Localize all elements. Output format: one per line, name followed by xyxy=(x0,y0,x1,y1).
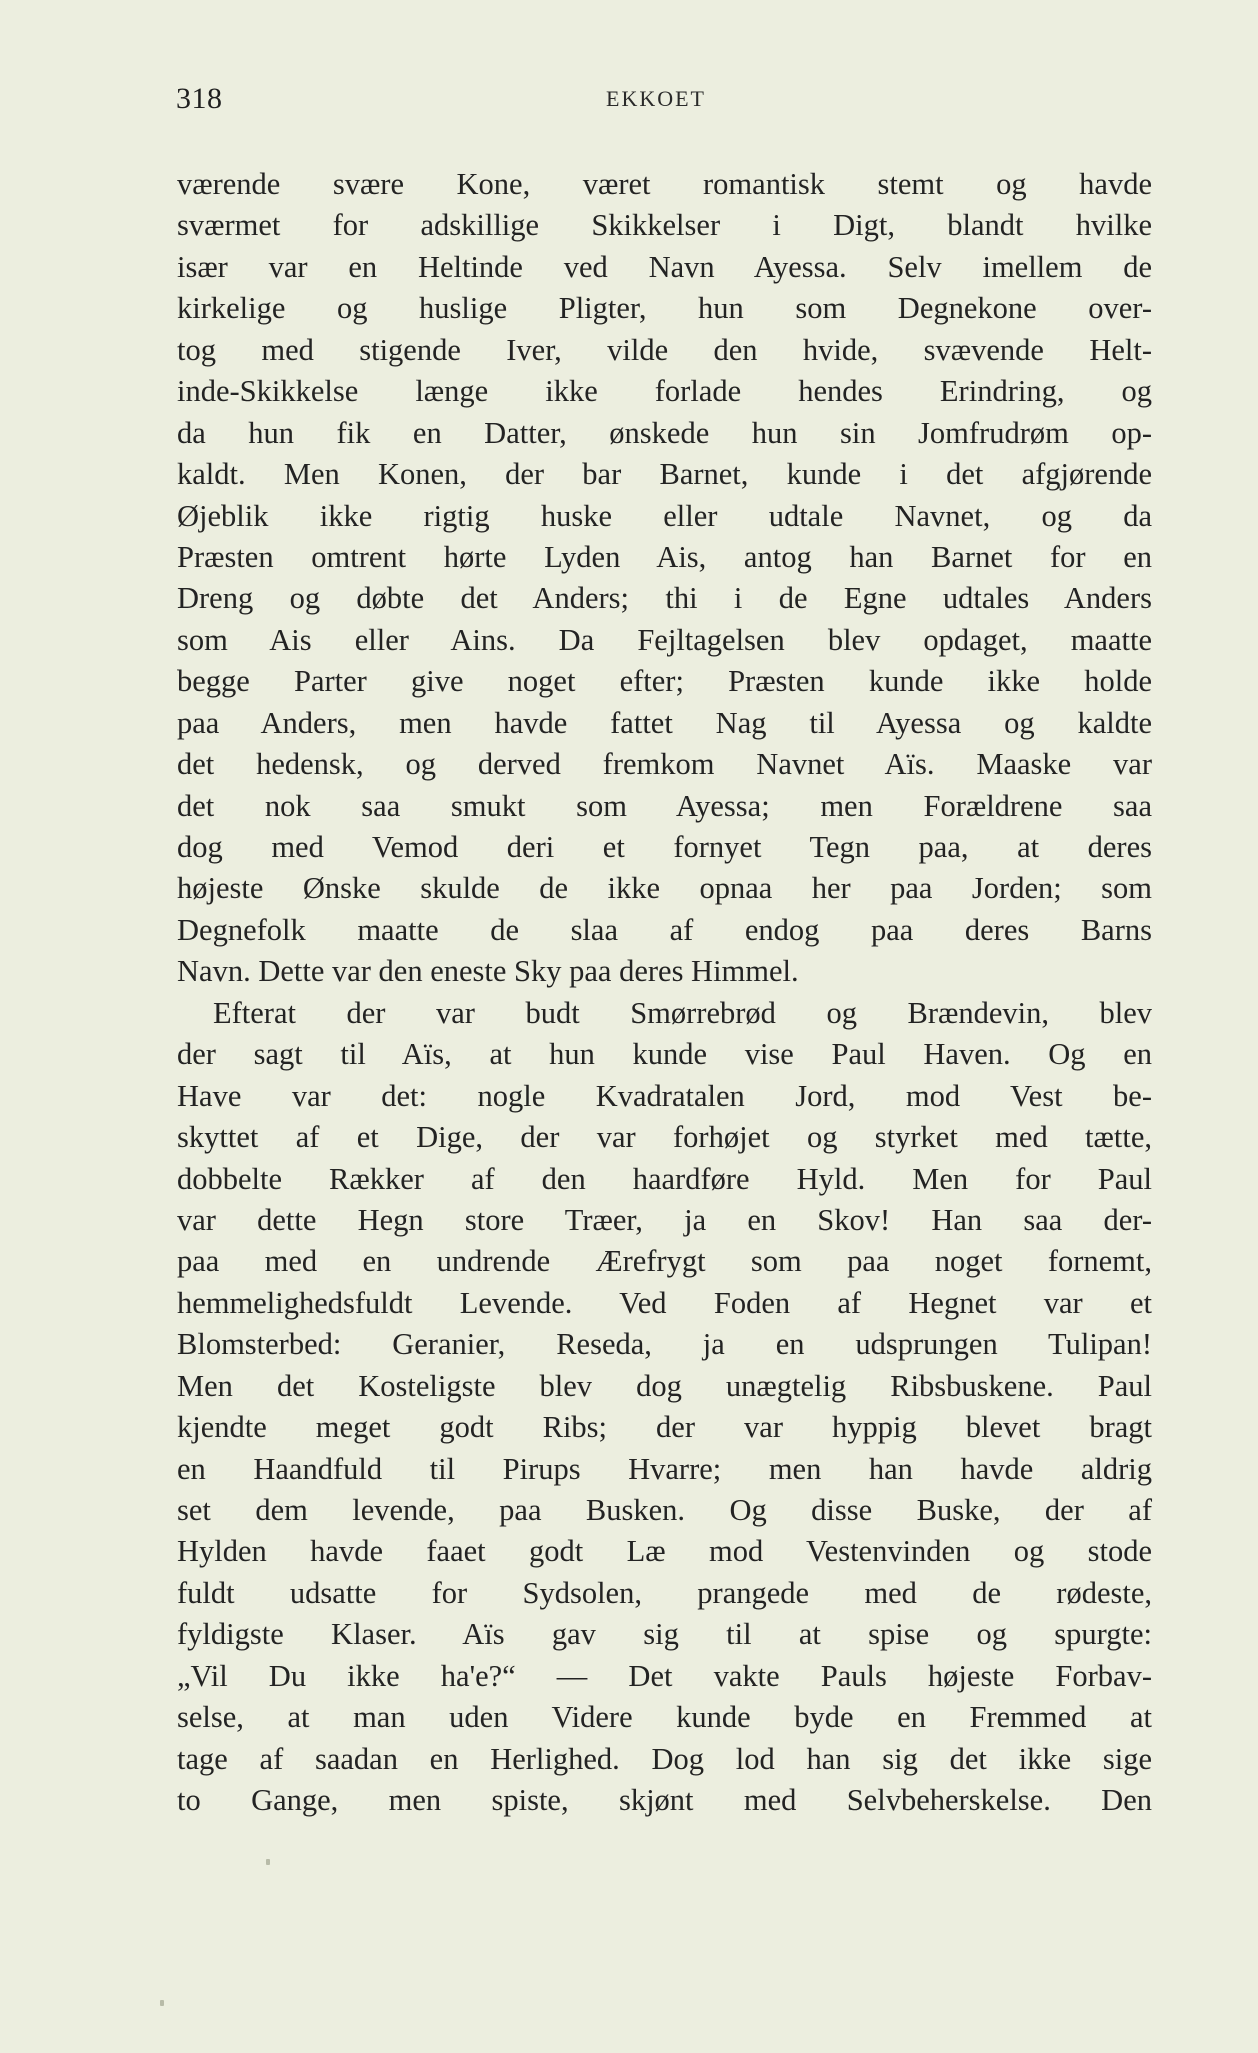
text-line: det hedensk, og derved fremkom Navnet Aïs. Maaske var xyxy=(177,747,1152,782)
paper-speck xyxy=(160,2000,164,2006)
text-line: sværmet for adskillige Skikkelser i Digt, blandt hvilke xyxy=(177,208,1152,243)
text-line: højeste Ønske skulde de ikke opnaa her paa Jorden; som xyxy=(177,871,1152,906)
text-line: kjendte meget godt Ribs; der var hyppig blevet bragt xyxy=(177,1410,1152,1445)
running-head xyxy=(176,82,1151,122)
running-title: EKKOET xyxy=(606,86,706,111)
text-line: især var en Heltinde ved Navn Ayessa. Selv imellem de xyxy=(177,249,1152,284)
text-line: tog med stigende Iver, vilde den hvide, svævende Helt- xyxy=(177,332,1152,367)
text-line: selse, at man uden Videre kunde byde en Fremmed at xyxy=(177,1700,1152,1735)
text-line: dog med Vemod deri et fornyet Tegn paa, at deres xyxy=(177,830,1152,864)
text-line: paa med en undrende Ærefrygt som paa noget fornemt, xyxy=(177,1244,1152,1279)
text-line: „Vil Du ikke ha'e?“ — Det vakte Pauls højeste Forbav- xyxy=(177,1658,1152,1693)
text-line: dobbelte Rækker af den haardføre Hyld. Men for Paul xyxy=(177,1161,1152,1196)
text-line: kirkelige og huslige Pligter, hun som Degnekone over- xyxy=(177,291,1152,326)
text-line: som Ais eller Ains. Da Fejltagelsen blev opdaget, maatte xyxy=(177,622,1152,657)
text-line: Præsten omtrent hørte Lyden Ais, antog han Barnet for en xyxy=(177,539,1152,574)
text-line: Øjeblik ikke rigtig huske eller udtale Navnet, og da xyxy=(177,498,1152,533)
text-line: kaldt. Men Konen, der bar Barnet, kunde i det afgjørende xyxy=(177,457,1152,492)
text-line: to Gange, men spiste, skjønt med Selvbeherskelse. Den xyxy=(177,1783,1152,1818)
text-line: Have var det: nogle Kvadratalen Jord, mod Vest be- xyxy=(177,1078,1152,1113)
text-line: Dreng og døbte det Anders; thi i de Egne udtales Anders xyxy=(177,581,1152,616)
text-line: begge Parter give noget efter; Præsten kunde ikke holde xyxy=(177,664,1152,699)
text-line: skyttet af et Dige, der var forhøjet og styrket med tætte, xyxy=(177,1120,1152,1155)
paragraph-start-line: Efterat der var budt Smørrebrød og Brændevin, blev xyxy=(213,995,1152,1030)
text-line: da hun fik en Datter, ønskede hun sin Jomfrudrøm op- xyxy=(177,415,1152,450)
text-line: Degnefolk maatte de slaa af endog paa deres Barns xyxy=(177,912,1152,947)
text-line: Blomsterbed: Geranier, Reseda, ja en udsprungen Tulipan! xyxy=(177,1327,1152,1362)
text-line: en Haandfuld til Pirups Hvarre; men han havde aldrig xyxy=(177,1451,1152,1486)
text-line: paa Anders, men havde fattet Nag til Ayessa og kaldte xyxy=(177,705,1152,740)
text-line: set dem levende, paa Busken. Og disse Buske, der af xyxy=(177,1493,1152,1527)
body-text xyxy=(177,164,1152,1822)
text-line: inde-Skikkelse længe ikke forlade hendes Erindring, og xyxy=(177,374,1152,409)
text-line: Men det Kosteligste blev dog unægtelig Ribsbuskene. Paul xyxy=(177,1368,1152,1403)
paper-speck xyxy=(266,1859,270,1865)
page-number: 318 xyxy=(176,82,223,115)
text-line: Hylden havde faaet godt Læ mod Vestenvinden og stode xyxy=(177,1534,1152,1569)
text-line: hemmelighedsfuldt Levende. Ved Foden af Hegnet var et xyxy=(177,1285,1152,1320)
text-line: tage af saadan en Herlighed. Dog lod han sig det ikke sige xyxy=(177,1741,1152,1776)
text-line: der sagt til Aïs, at hun kunde vise Paul Haven. Og en xyxy=(177,1037,1152,1072)
text-line: det nok saa smukt som Ayessa; men Forældrene saa xyxy=(177,788,1152,823)
text-line: fyldigste Klaser. Aïs gav sig til at spise og spurgte: xyxy=(177,1617,1152,1652)
paragraph-end-line: Navn. Dette var den eneste Sky paa deres Himmel. xyxy=(177,954,799,989)
text-line: værende svære Kone, været romantisk stemt og havde xyxy=(177,167,1152,201)
text-line: var dette Hegn store Træer, ja en Skov! Han saa der- xyxy=(177,1202,1152,1237)
text-line: fuldt udsatte for Sydsolen, prangede med de rødeste, xyxy=(177,1575,1152,1610)
